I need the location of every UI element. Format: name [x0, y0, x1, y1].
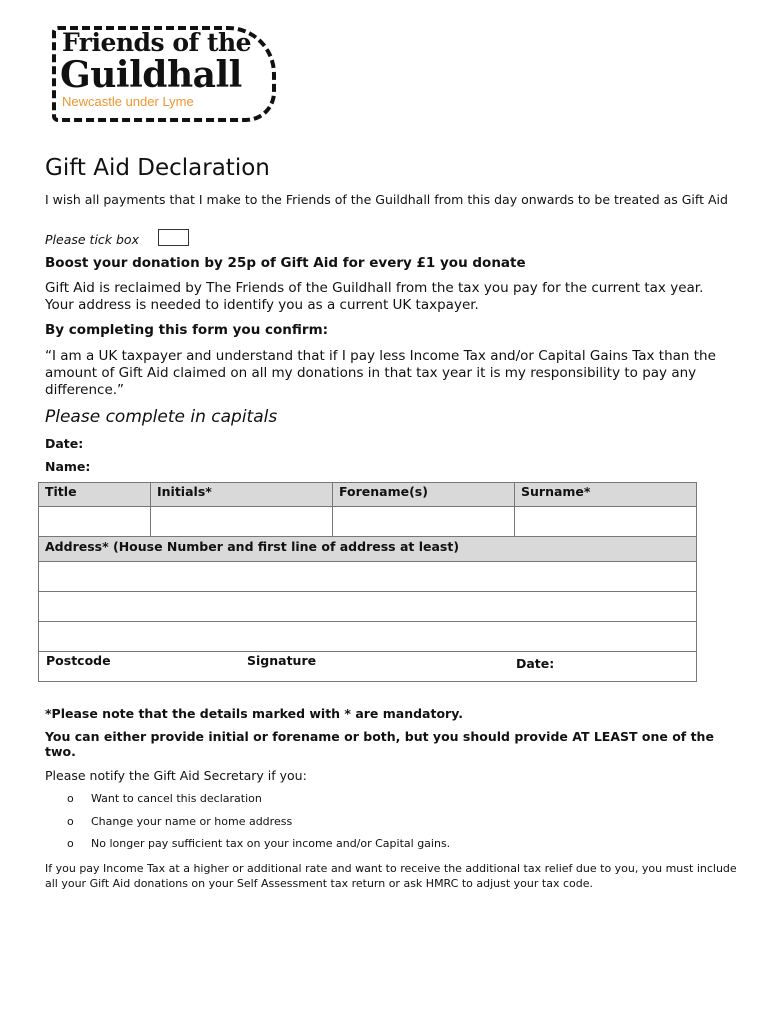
address-header: Address* (House Number and first line of address at least): [38, 536, 697, 562]
date-field-label: Date:: [516, 656, 555, 671]
logo-line-3: Newcastle under Lyme: [62, 94, 194, 109]
signature-label: Signature: [247, 653, 317, 668]
list-item-text: No longer pay sufficient tax on your income and/or Capital gains.: [91, 837, 451, 850]
logo-line-2: Guildhall: [60, 54, 242, 96]
confirm-heading: By completing this form you confirm:: [45, 322, 329, 338]
bullet-icon: o: [67, 792, 74, 805]
list-item: [67, 815, 292, 828]
intro-text: I wish all payments that I make to the Friends of the Guildhall from this day onwards to be treated as Gift Aid: [45, 192, 728, 207]
bullet-icon: o: [67, 837, 74, 850]
list-item-text: Want to cancel this declaration: [91, 792, 262, 805]
mandatory-note: *Please note that the details marked with * are mandatory.: [45, 706, 463, 721]
col-header-forename: Forename(s): [332, 482, 515, 507]
address-line-1-field[interactable]: [38, 561, 697, 592]
boost-heading: Boost your donation by 25p of Gift Aid for every £1 you donate: [45, 255, 526, 271]
logo-line-1: Friends of the: [62, 28, 252, 57]
list-item-text: Change your name or home address: [91, 815, 293, 828]
bullet-icon: o: [67, 815, 74, 828]
page-title: Gift Aid Declaration: [45, 155, 270, 181]
address-line-2-field[interactable]: [38, 591, 697, 622]
name-label: Name:: [45, 459, 91, 474]
date-label: Date:: [45, 436, 84, 451]
declaration-quote: “I am a UK taxpayer and understand that if I pay less Income Tax and/or Capital Gains Tax than the amount of Gift Aid claimed on all my donations in that tax year it is my responsibility to pay any difference.”: [45, 348, 716, 398]
postcode-signature-row[interactable]: [38, 651, 697, 682]
title-field[interactable]: [38, 506, 151, 537]
col-header-title: Title: [38, 482, 151, 507]
surname-field[interactable]: [514, 506, 697, 537]
higher-rate-note: If you pay Income Tax at a higher or additional rate and want to receive the additional tax relief due to you, you must include all your Gift Aid donations on your Self Assessment tax return or ask HMRC to adjust your tax code.: [45, 862, 737, 890]
capitals-instruction: Please complete in capitals: [45, 407, 278, 427]
col-header-surname: Surname*: [514, 482, 697, 507]
address-line-3-field[interactable]: [38, 621, 697, 652]
reclaim-text: Gift Aid is reclaimed by The Friends of the Guildhall from the tax you pay for the current tax year. Your address is needed to identify you as a current UK taxpayer.: [45, 280, 704, 313]
initials-note: You can either provide initial or forename or both, but you should provide AT LEAST one of the two.: [45, 729, 714, 759]
postcode-label: Postcode: [46, 653, 111, 668]
tick-label: Please tick box: [45, 232, 139, 247]
gift-aid-checkbox[interactable]: [158, 229, 189, 246]
col-header-initials: Initials*: [150, 482, 333, 507]
forename-field[interactable]: [332, 506, 515, 537]
list-item: [67, 792, 262, 805]
initials-field[interactable]: [150, 506, 333, 537]
notify-text: Please notify the Gift Aid Secretary if you:: [45, 768, 307, 783]
list-item: [67, 837, 450, 850]
